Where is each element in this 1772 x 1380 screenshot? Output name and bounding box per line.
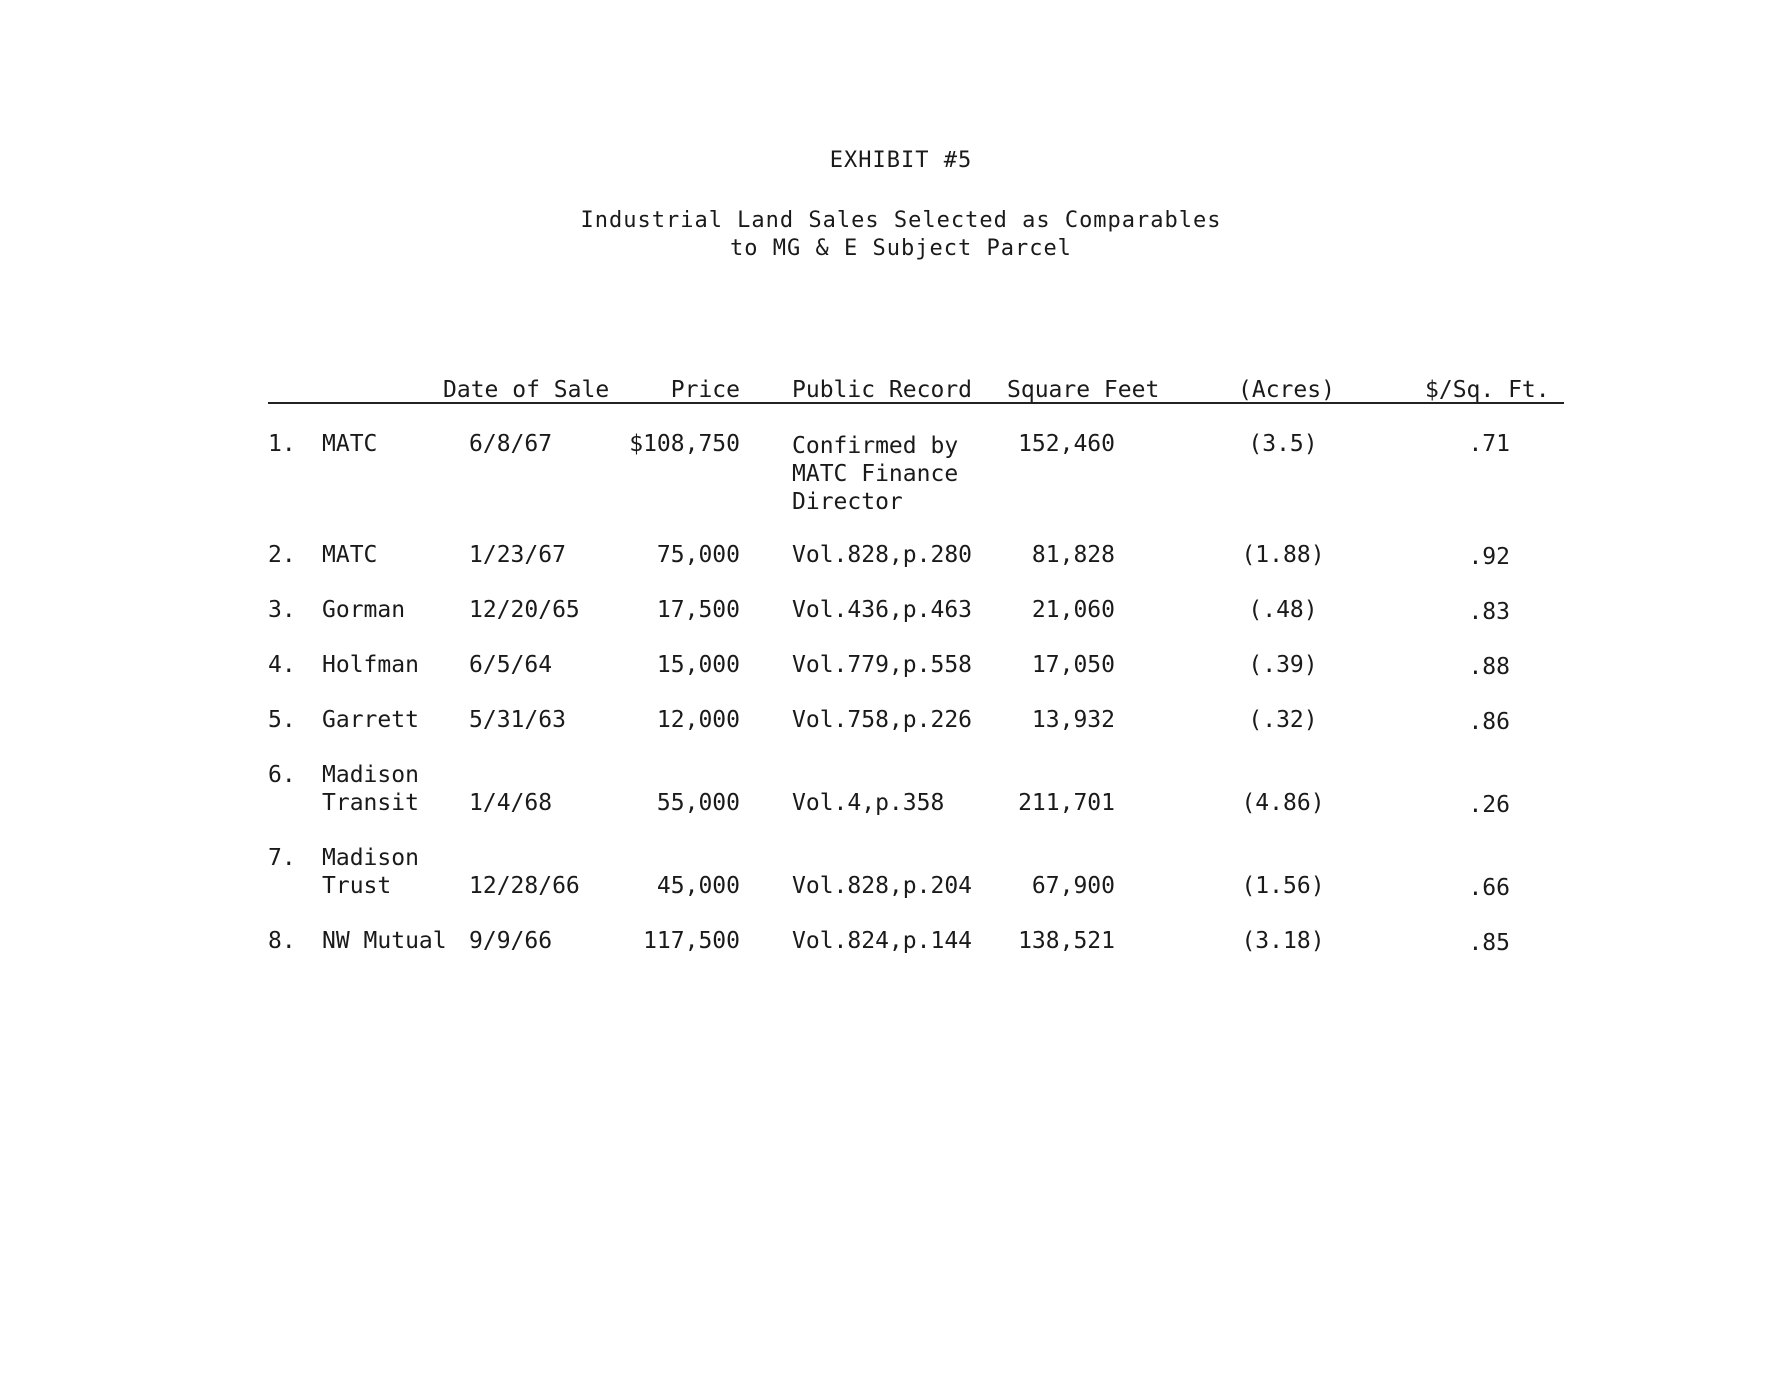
square-feet: 138,521: [1018, 928, 1115, 954]
price-per-sqft: .92: [1468, 544, 1510, 570]
acres: (3.18): [1241, 928, 1325, 954]
buyer-name: MATC: [322, 431, 378, 457]
row-number: 3.: [268, 597, 296, 623]
exhibit-label: EXHIBIT #5: [829, 148, 973, 173]
square-feet: 152,460: [1018, 431, 1115, 457]
buyer-name-line-2: Trust: [322, 873, 392, 899]
sale-date: 9/9/66: [469, 928, 553, 954]
acres: (1.88): [1241, 542, 1325, 568]
sale-price: 117,500: [643, 928, 740, 954]
square-feet: 81,828: [1031, 542, 1115, 568]
price-per-sqft: .26: [1468, 792, 1510, 818]
price-per-sqft: .85: [1468, 930, 1510, 956]
buyer-name: Madison: [322, 762, 419, 788]
acres: (.32): [1248, 707, 1318, 733]
sale-date: 1/23/67: [469, 542, 566, 568]
price-per-sqft: .66: [1468, 875, 1510, 901]
row-number: 2.: [268, 542, 296, 568]
price-per-sqft: .88: [1468, 654, 1510, 680]
row-number: 6.: [268, 762, 296, 788]
square-feet: 21,060: [1031, 597, 1115, 623]
buyer-name: Madison: [322, 845, 419, 871]
buyer-name: Gorman: [322, 597, 406, 623]
sale-date: 12/20/65: [469, 597, 580, 623]
row-number: 5.: [268, 707, 296, 733]
acres: (1.56): [1241, 873, 1325, 899]
sale-date: 6/8/67: [469, 431, 553, 457]
sale-price: 55,000: [656, 790, 740, 816]
sale-price: 45,000: [656, 873, 740, 899]
square-feet: 13,932: [1031, 707, 1115, 733]
column-header-price: Price: [670, 377, 740, 403]
sale-price: 15,000: [656, 652, 740, 678]
column-header-date: Date of Sale: [443, 377, 610, 403]
public-record: Vol.758,p.226: [792, 707, 973, 733]
price-per-sqft: .83: [1468, 599, 1510, 625]
sale-date: 12/28/66: [469, 873, 580, 899]
buyer-name: MATC: [322, 542, 378, 568]
sale-date: 1/4/68: [469, 790, 553, 816]
buyer-name: Garrett: [322, 707, 419, 733]
column-header-price-per-sqft: $/Sq. Ft.: [1425, 377, 1550, 403]
column-header-acres: (Acres): [1238, 377, 1335, 403]
acres: (4.86): [1241, 790, 1325, 816]
column-header-square-feet: Square Feet: [1007, 377, 1160, 403]
row-number: 4.: [268, 652, 296, 678]
public-record: Vol.828,p.204: [792, 873, 973, 899]
public-record: Vol.828,p.280: [792, 542, 973, 568]
acres: (.39): [1248, 652, 1318, 678]
column-header-public-record: Public Record: [792, 377, 973, 403]
sale-date: 5/31/63: [469, 707, 566, 733]
public-record: Vol.779,p.558: [792, 652, 973, 678]
buyer-name: NW Mutual: [322, 928, 447, 954]
row-number: 1.: [268, 431, 296, 457]
row-number: 7.: [268, 845, 296, 871]
buyer-name: Holfman: [322, 652, 419, 678]
price-per-sqft: .86: [1468, 709, 1510, 735]
public-record: Vol.436,p.463: [792, 597, 973, 623]
square-feet: 17,050: [1031, 652, 1115, 678]
public-record: Confirmed by: [792, 433, 959, 459]
public-record: Vol.824,p.144: [792, 928, 973, 954]
acres: (.48): [1248, 597, 1318, 623]
public-record: Vol.4,p.358: [792, 790, 945, 816]
sale-price: 17,500: [656, 597, 740, 623]
sale-price: 75,000: [656, 542, 740, 568]
sale-date: 6/5/64: [469, 652, 553, 678]
square-feet: 67,900: [1031, 873, 1115, 899]
square-feet: 211,701: [1018, 790, 1115, 816]
acres: (3.5): [1248, 431, 1318, 457]
document-title-line-2: to MG & E Subject Parcel: [730, 236, 1072, 261]
row-number: 8.: [268, 928, 296, 954]
header-rule: [268, 402, 1564, 404]
sale-price: $108,750: [629, 431, 740, 457]
public-record-line-3: Director: [792, 489, 903, 515]
sale-price: 12,000: [656, 707, 740, 733]
public-record-line-2: MATC Finance: [792, 461, 959, 487]
document-title-line-1: Industrial Land Sales Selected as Comparables: [580, 208, 1222, 233]
buyer-name-line-2: Transit: [322, 790, 419, 816]
price-per-sqft: .71: [1468, 431, 1510, 457]
